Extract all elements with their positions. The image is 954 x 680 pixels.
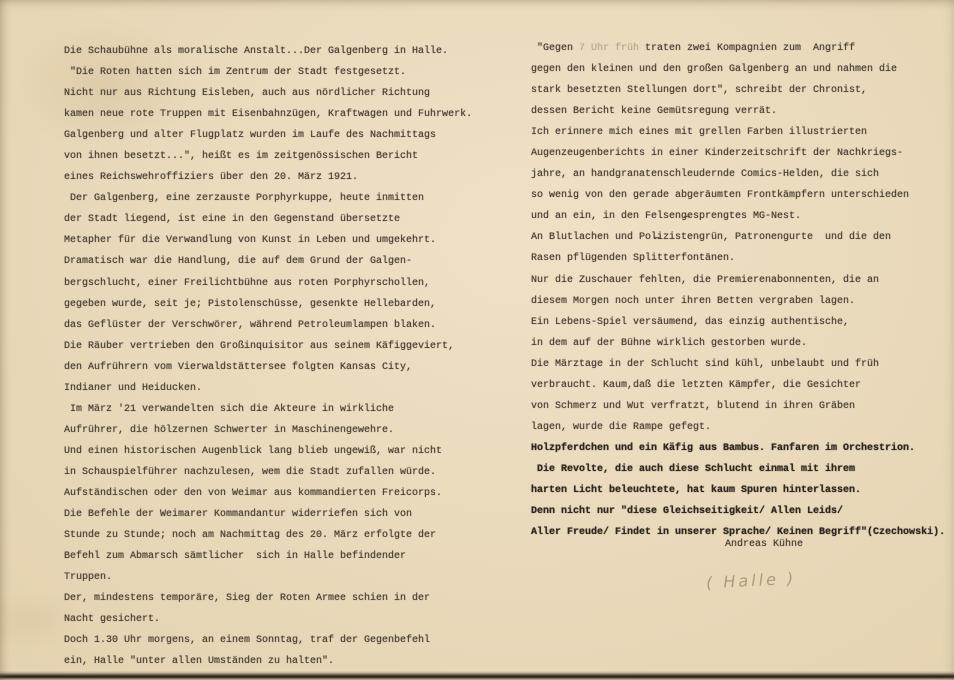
text-line: Die Befehle der Weimarer Kommandantur widerriefen sich von: [64, 509, 413, 521]
text-line: Aufständischen oder den von Weimar aus kommandierten Freicorps.: [64, 487, 443, 499]
text-line: Doch 1.30 Uhr morgens, an einem Sonntag, traf der Gegenbefehl: [64, 635, 431, 647]
text-line: kamen neue rote Truppen mit Eisenbahnzügen, Kraftwagen und Fuhrwerk.: [64, 109, 473, 121]
text-line: Ein Lebens-Spiel versäumend, das einzig authentische,: [531, 316, 850, 328]
text-line: von Schmerz und Wut verfratzt, blutend in ihren Gräben: [531, 400, 856, 412]
text-line: Die Räuber vertrieben den Großinquisitor aus seinem Käfiggeviert,: [64, 340, 455, 352]
text-line: Nur die Zuschauer fehlten, die Premierenabonnenten, die an: [531, 274, 880, 286]
faded-text-run: 7 Uhr früh: [579, 43, 640, 54]
text-line: Der Galgenberg, eine zerzauste Porphyrkuppe, heute inmitten: [64, 193, 425, 205]
text-line: [531, 38, 954, 59]
text-line: das Geflüster der Verschwörer, während Petroleumlampen blaken.: [64, 319, 437, 331]
text-line: bergschlucht, einer Freilichtbühne aus roten Porphyrschollen,: [64, 277, 431, 289]
text-line: Galgenberg und alter Flugplatz wurden im Laufe des Nachmittags: [64, 130, 437, 142]
text-line: Befehl zum Abmarsch sämtlicher sich in Halle befindender: [64, 551, 407, 563]
text-line: gegeben wurde, seit je; Pistolenschüsse, gesenkte Hellebarden,: [64, 298, 437, 310]
text-line: "Die Roten hatten sich im Zentrum der Stadt festgesetzt.: [64, 67, 407, 79]
text-line: Die Märztage in der Schlucht sind kühl, unbelaubt und früh: [531, 358, 880, 370]
text-line: lagen, wurde die Rampe gefegt.: [531, 421, 712, 433]
text-line: dessen Bericht keine Gemütsregung verrät.: [531, 106, 778, 118]
text-run: traten zwei Kompagnien zum Angriff: [639, 43, 856, 54]
text-line: Aller Freude/ Findet in unserer Sprache/ Keinen Begriff"(Czechowski).: [531, 527, 946, 539]
text-line: ein, Halle "unter allen Umständen zu halten".: [64, 656, 335, 668]
text-line: Dramatisch war die Handlung, die auf dem Grund der Galgen-: [64, 256, 413, 268]
text-line: jahre, an handgranatenschleudernde Comics-Helden, die sich: [531, 169, 880, 181]
author-signature: Andreas Kühne: [725, 539, 804, 550]
text-line: Augenzeugenberichts in einer Kinderzeitschrift der Nachkriegs-: [531, 148, 904, 160]
left-text-column: [64, 41, 488, 672]
text-line: der Stadt liegend, ist eine in den Gegenstand übersetzte: [64, 214, 401, 226]
text-line: Nacht gesichert.: [64, 614, 161, 626]
text-line: Die Revolte, die auch diese Schlucht einmal mit ihrem: [531, 463, 856, 475]
text-line: und an ein, in den Felseng̶esprengtes MG-Nest.: [531, 211, 802, 223]
text-line: Nicht nur aus Richtung Eisleben, auch aus nördlicher Richtung: [64, 88, 431, 100]
text-line: von ihnen besetzt...", heißt es im zeitgenössischen Bericht: [64, 151, 419, 163]
right-text-column: [531, 38, 954, 543]
text-line: Holzpferdchen und ein Käfig aus Bambus. Fanfaren im Orchestrion.: [531, 442, 916, 454]
text-line: verbraucht. Kaum,daß die letzten Kämpfer, die Gesichter: [531, 379, 862, 391]
text-line: so wenig von den gerade abgeräumten Frontkämpfern unterschieden: [531, 190, 910, 202]
text-line: in Schauspielführer nachzulesen, wem die Stadt zufallen würde.: [64, 466, 437, 478]
text-line: Rasen pflügenden Splitterfontänen.: [531, 253, 736, 265]
text-line: Die Schaubühne als moralische Anstalt...Der Galgenberg in Halle.: [64, 46, 449, 57]
page-bottom-edge-shadow: [0, 671, 954, 680]
text-line: Stunde zu Stunde; noch am Nachmittag des 20. März erfolgte der: [64, 530, 437, 542]
text-line: Und einen historischen Augenblick lang blieb ungewiß, war nicht: [64, 445, 443, 457]
text-line: Im März '21 verwandelten sich die Akteure in wirkliche: [64, 403, 395, 415]
text-line: Ich erinnere mich eines mit grellen Farben illustrierten: [531, 127, 868, 139]
text-line: in dem auf der Bühne wirklich gestorben wurde.: [531, 337, 808, 349]
text-line: eines Reichswehroffiziers über den 20. März 1921.: [64, 172, 359, 184]
text-line: den Aufrührern vom Vierwaldstättersee folgten Kansas City,: [64, 361, 413, 373]
text-line: Denn nicht nur "diese Gleichseitigkeit/ Allen Leids/: [531, 506, 844, 518]
text-line: Truppen.: [64, 572, 113, 584]
text-line: harten Licht beleuchtete, hat kaum Spuren hinterlassen.: [531, 484, 862, 496]
text-line: Der, mindestens temporäre, Sieg der Roten Armee schien in der: [64, 593, 431, 605]
text-run: "Gegen: [531, 43, 580, 54]
text-line: diesem Morgen noch unter ihren Betten vergraben lagen.: [531, 295, 856, 307]
text-line: Metapher für die Verwandlung von Kunst in Leben und umgekehrt.: [64, 235, 437, 247]
text-line: gegen den kleinen und den großen Galgenberg an und nahmen die: [531, 64, 898, 76]
text-line: An Blutlachen und Pol̶izistengrün, Patronengurte und die den: [531, 232, 892, 244]
handwritten-annotation: ( Halle ): [705, 568, 797, 593]
text-line: stark besetzten Stellungen dort", schreibt der Chronist,: [531, 85, 868, 97]
text-line: Aufrührer, die hölzernen Schwerter in Maschinengewehre.: [64, 424, 395, 436]
text-line: Indianer und Heiducken.: [64, 382, 203, 394]
